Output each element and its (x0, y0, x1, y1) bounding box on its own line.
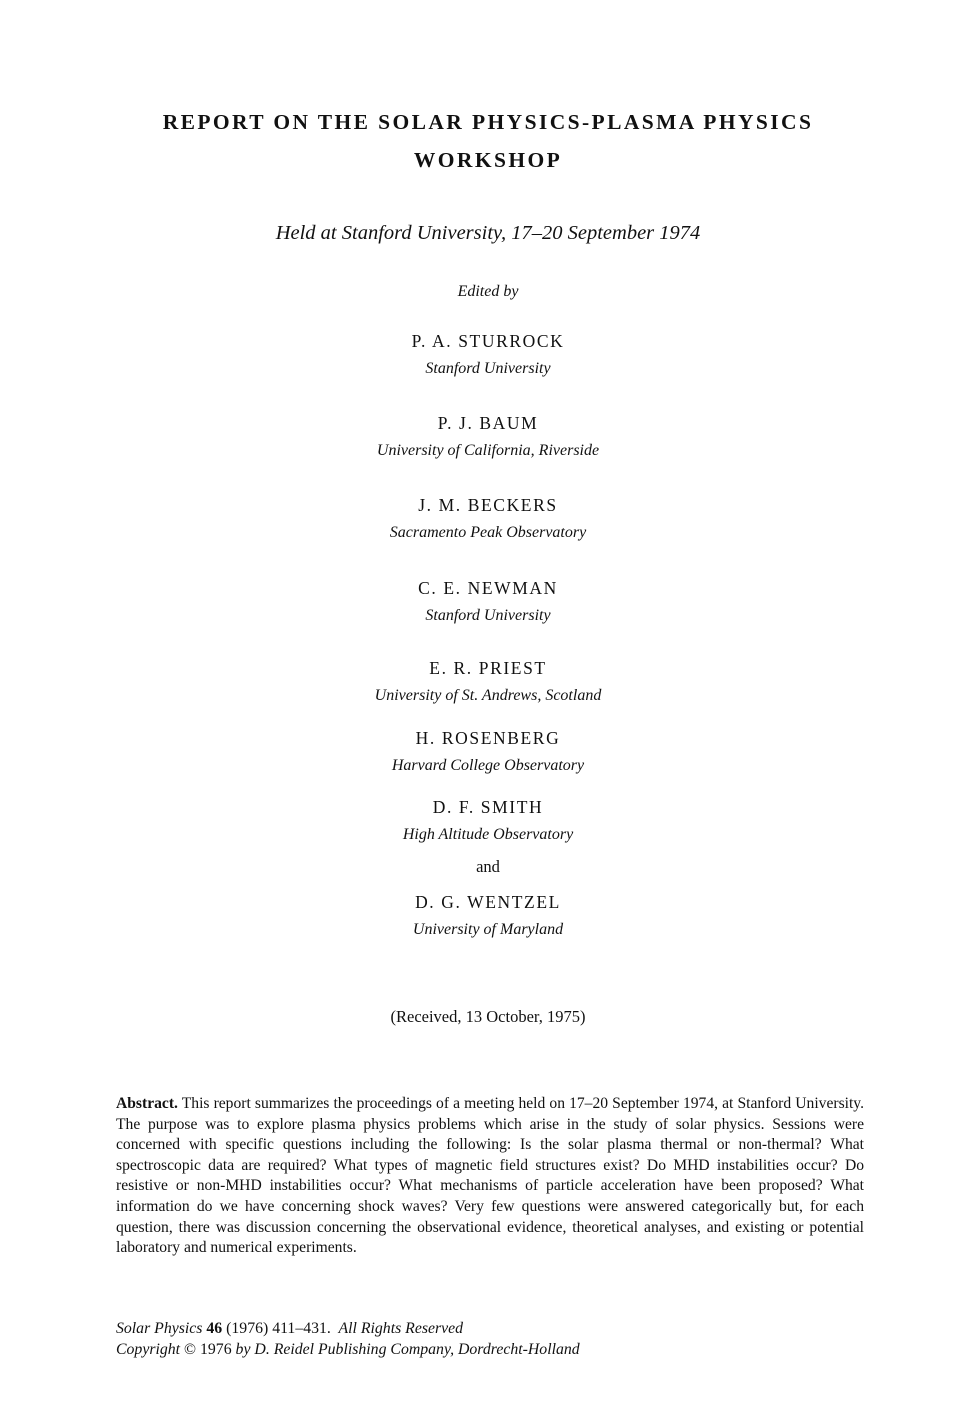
abstract-label: Abstract. (116, 1095, 178, 1112)
copyright-word: Copyright (116, 1341, 181, 1358)
editor-name: J. M. BECKERS (418, 495, 558, 515)
paper-title (0, 103, 976, 179)
workshop-subtitle: Held at Stanford University, 17–20 September 1974 (275, 222, 701, 244)
abstract-text: This report summarizes the proceedings of a meeting held on 17–20 September 1974, at Stanford University. The purpose was to explore plasma physics problems which arise in the study of solar physics. Sessions were concerned with specific questions including the following: Is the solar plasma thermal or non-thermal? What spectroscopic data are required? What types of magnetic field structures exist? Do MHD instabilities occur? Do resistive or non-MHD instabilities occur? What mechanisms of particle acceleration have been proposed? What information do we have concerning shock waves? Very few questions were answered categorically but, for each question, there was discussion concerning the observational evidence, theoretical analyses, and existing or potential laboratory and numerical experiments. (116, 1095, 864, 1257)
editor-name: C. E. NEWMAN (418, 578, 558, 598)
edited-by-label: Edited by (457, 283, 519, 300)
copyright-symbol: © (184, 1341, 197, 1358)
journal-year-pages: (1976) 411–431. (226, 1320, 331, 1337)
paper-title-line-1: REPORT ON THE SOLAR PHYSICS-PLASMA PHYSICS (162, 110, 814, 134)
editor-affiliation: Sacramento Peak Observatory (389, 524, 587, 541)
editor-name: D. F. SMITH (432, 797, 544, 817)
editor-name: E. R. PRIEST (429, 658, 547, 678)
citation-line (116, 1318, 876, 1339)
editor-name: P. J. BAUM (437, 413, 539, 433)
editor-affiliation: Stanford University (425, 607, 551, 624)
editor-affiliation: University of Maryland (412, 921, 564, 938)
abstract (116, 1094, 864, 1259)
and-conjunction: and (476, 857, 500, 876)
copyright-line (116, 1339, 876, 1360)
editor-block (0, 796, 976, 846)
publisher-name: by D. Reidel Publishing Company, Dordrecht-Holland (235, 1341, 580, 1358)
editor-name: H. ROSENBERG (415, 728, 561, 748)
editor-block (0, 657, 976, 707)
editor-block (0, 412, 976, 462)
received-date: (Received, 13 October, 1975) (390, 1007, 586, 1026)
editor-affiliation: University of California, Riverside (376, 442, 600, 459)
editor-block (0, 727, 976, 777)
paper-title-line-2: WORKSHOP (413, 148, 563, 172)
rights-statement: All Rights Reserved (338, 1320, 464, 1337)
editor-name: D. G. WENTZEL (415, 892, 561, 912)
journal-name: Solar Physics (116, 1320, 203, 1337)
editor-block (0, 577, 976, 627)
publication-footer (116, 1318, 876, 1360)
journal-volume: 46 (206, 1320, 223, 1337)
editor-block (0, 494, 976, 544)
editor-block (0, 330, 976, 380)
editor-affiliation: Harvard College Observatory (391, 757, 585, 774)
editor-block (0, 891, 976, 941)
editor-affiliation: Stanford University (425, 360, 551, 377)
editor-affiliation: High Altitude Observatory (402, 826, 574, 843)
editor-affiliation: University of St. Andrews, Scotland (374, 687, 602, 704)
editor-name: P. A. STURROCK (411, 331, 565, 351)
copyright-year: 1976 (200, 1341, 232, 1358)
